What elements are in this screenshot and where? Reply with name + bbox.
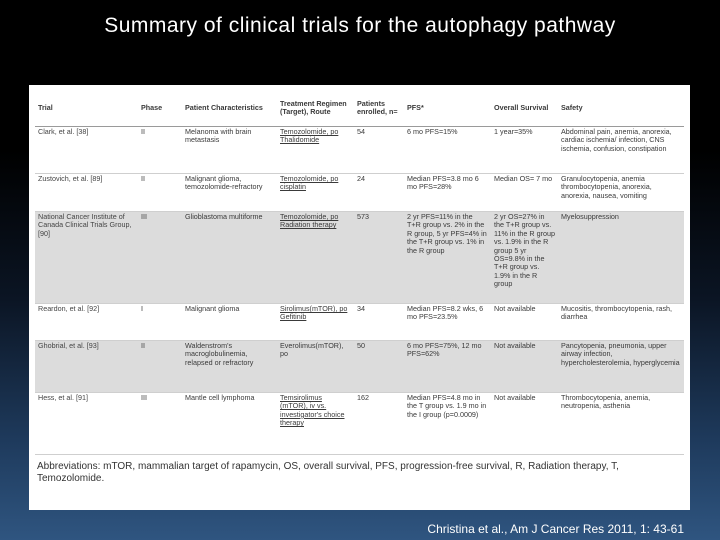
cell-trial: Ghobrial, et al. [93] [35,341,138,393]
cell-patients: Malignant glioma, temozolomide-refractory [185,174,263,192]
cell-patients: Waldenstrom's macroglobulinemia, relapsed or refractory [182,341,277,393]
cell-safety: Mucositis, thrombocytopenia, rash, diarrhea [561,304,673,322]
cell-pfs: 6 mo PFS=75%, 12 mo PFS=62% [404,341,491,393]
slide-title: Summary of clinical trials for the autophagy pathway [104,14,616,37]
table-row [35,304,684,341]
cell-trial: Zustovich, et al. [89] [38,174,103,183]
cell-phase: I [141,304,143,313]
cell-enrolled: 162 [357,393,369,402]
cell-patients: Mantle cell lymphoma [185,393,255,402]
table-row [35,393,684,455]
cell-phase: III [141,393,147,402]
table-header-row [35,90,684,127]
cell-regimen: Everolimus(mTOR), po [277,341,354,393]
cell-phase: II [141,127,145,136]
cell-os: 1 year=35% [494,127,533,136]
header-os: Overall Survival [491,90,558,127]
cell-patients: Melanoma with brain metastasis [185,127,252,145]
cell-safety: Granulocytopenia, anemia thrombocytopenia, anorexia, anorexia, nausea, vomiting [561,174,652,200]
header-phase: Phase [138,90,182,127]
header-safety: Safety [558,90,684,127]
cell-os: 2 yr OS=27% in the T+R group vs. 11% in the R group vs. 1.9% in the R group 5 yr OS=9.8% in the T+R group vs. 1.9% in the R group [491,212,558,304]
cell-regimen: Temozolomide, po Thalidomide [280,127,339,145]
cell-trial: Clark, et al. [38] [38,127,89,136]
cell-trial: Reardon, et al. [92] [38,304,100,313]
cell-safety: Thrombocytopenia, anemia, neutropenia, asthenia [561,393,651,411]
cell-os: Not available [491,341,558,393]
cell-enrolled: 573 [354,212,404,304]
cell-regimen: Sirolimus(mTOR), po Gefitinib [280,304,348,322]
clinical-trials-table [35,90,684,455]
table-row [35,174,684,212]
cell-os: Not available [494,304,536,313]
cell-enrolled: 24 [357,174,365,183]
table-row [35,127,684,174]
cell-safety: Pancytopenia, pneumonia, upper airway infection, hypercholesterolemia, hyperglycemia [558,341,684,393]
cell-regimen: Temozolomide, po Radiation therapy [277,212,354,304]
cell-patients: Malignant glioma [185,304,240,313]
header-patients: Patient Characteristics [182,90,277,127]
cell-phase: III [138,212,182,304]
cell-trial: Hess, et al. [91] [38,393,88,402]
cell-pfs: Median PFS=3.8 mo 6 mo PFS=28% [407,174,479,192]
cell-pfs: 2 yr PFS=11% in the T+R group vs. 2% in the R group, 5 yr PFS=4% in the T+R group vs. 1% in the R group [404,212,491,304]
header-trial: Trial [35,90,138,127]
cell-phase: II [141,174,145,183]
header-regimen: Treatment Regimen (Target), Route [277,90,354,127]
cell-safety: Abdominal pain, anemia, anorexia, cardiac ischemia/ infection, CNS ischemia, confusion, constipation [561,127,672,153]
table-row [35,341,684,393]
cell-trial: National Cancer Institute of Canada Clinical Trials Group, [90] [35,212,138,304]
abbreviations-note: Abbreviations: mTOR, mammalian target of rapamycin, OS, overall survival, PFS, progression-free survival, R, Radiation therapy, T, Temozolomide. [37,461,619,484]
cell-safety: Myelosuppression [558,212,684,304]
cell-enrolled: 54 [357,127,365,136]
cell-pfs: 6 mo PFS=15% [407,127,458,136]
cell-phase: II [138,341,182,393]
cell-os: Median OS= 7 mo [494,174,553,183]
header-pfs: PFS* [404,90,491,127]
header-enrolled: Patients enrolled, n= [354,90,404,127]
table-image [29,85,690,510]
table-row [35,212,684,304]
cell-pfs: Median PFS=4.8 mo in the T group vs. 1.9 mo in the I group (p=0.0009) [407,393,487,419]
cell-pfs: Median PFS=8.2 wks, 6 mo PFS=23.5% [407,304,484,322]
cell-enrolled: 50 [354,341,404,393]
cell-regimen: Temsirolimus (mTOR), iv vs. investigator's choice therapy [280,393,345,428]
cell-regimen: Temozolomide, po cisplatin [280,174,339,192]
cell-os: Not available [494,393,536,402]
cell-enrolled: 34 [357,304,365,313]
citation: Christina et al., Am J Cancer Res 2011, 1: 43-61 [427,522,684,536]
cell-patients: Glioblastoma multiforme [182,212,277,304]
